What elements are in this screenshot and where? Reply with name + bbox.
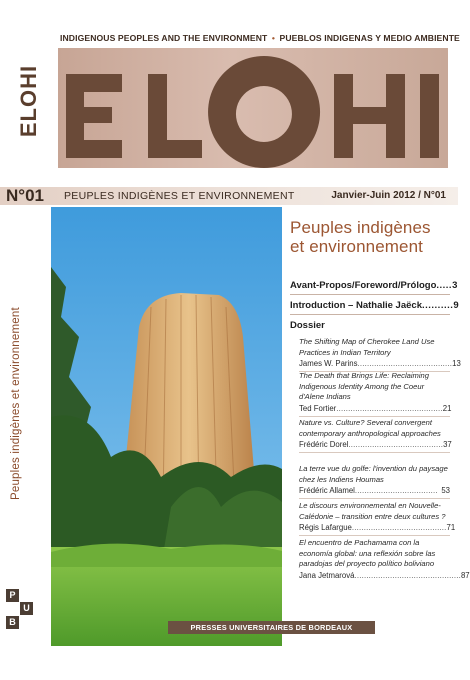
toc-leader-dots: ............................................. (336, 403, 443, 413)
article-title: El encuentro de Pachamama con la economía global: una reflexión sobre las paradojas del proyecto político boliviano (299, 538, 436, 568)
toc-entry (299, 501, 456, 536)
article-title: La terre vue du golfe: l'invention du paysage chez les Indiens Houmas (299, 464, 448, 484)
tagline-en: INDIGENOUS PEOPLES AND THE ENVIRONMENT (60, 33, 268, 43)
divider (299, 452, 450, 453)
article-byline (299, 358, 461, 369)
toc-main-page: 3 (452, 280, 458, 291)
divider (290, 294, 450, 295)
table-of-contents (290, 218, 470, 580)
article-title: The Death that Brings Life: Reclaiming Indigenous Identity Among the Coeur d'Alene Indians (299, 371, 430, 401)
toc-entry (299, 371, 450, 417)
toc-main-page: 9 (453, 300, 459, 311)
article-title: Nature vs. Culture? Several convergent contemporary anthropological approaches (299, 418, 441, 438)
article-author: Ted Fortier (299, 403, 337, 413)
article-byline (299, 522, 456, 533)
divider (299, 535, 450, 536)
toc-leader-dots: ............................................. (354, 570, 461, 580)
divider (299, 498, 450, 499)
publisher-banner: PRESSES UNIVERSITAIRES DE BORDEAUX (168, 621, 375, 634)
divider (299, 416, 450, 417)
article-page: 37 (443, 440, 452, 449)
toc-leader-dots: ........................................ (357, 359, 453, 368)
toc-title-line1: Peuples indigènes (290, 218, 431, 237)
article-byline (299, 485, 450, 496)
toc-title (290, 218, 450, 256)
pub-logo-b: B (6, 616, 19, 629)
article-page: 53 (441, 486, 450, 495)
article-author: James W. Parins (299, 359, 358, 368)
masthead-logo (58, 48, 448, 168)
article-author: Jana Jetmarová (299, 570, 355, 580)
toc-entry (299, 538, 470, 581)
article-title: Le discours environnemental en Nouvelle-Calédonie – transition entre deux cultures ? (299, 501, 446, 521)
toc-main-label: Introduction – Nathalie Jaëck (290, 300, 422, 311)
toc-leader-dots: ................................... (354, 486, 438, 495)
toc-leader-dots: ........................................ (351, 523, 447, 532)
toc-leader-dots: .......... (421, 300, 454, 311)
article-byline (299, 403, 450, 414)
article-page: 21 (442, 403, 452, 413)
pub-logo-p: P (6, 589, 19, 602)
section-heading: Dossier (290, 320, 325, 331)
article-page: 71 (446, 523, 456, 532)
article-author: Régis Lafargue (299, 523, 352, 532)
issue-band-title: PEUPLES INDIGÈNES ET ENVIRONNEMENT (64, 190, 295, 202)
issue-band (0, 187, 458, 205)
article-page: 13 (452, 359, 461, 368)
toc-entry (299, 418, 450, 453)
issue-date: Janvier-Juin 2012 / N°01 (331, 190, 446, 201)
article-byline (299, 570, 470, 581)
issue-number: N°01 (6, 186, 44, 205)
pub-logo (6, 589, 46, 629)
toc-title-line2: et environnement (290, 237, 423, 256)
toc-main-label: Avant-Propos/Foreword/Prólogo (290, 280, 437, 291)
article-page: 87 (460, 570, 470, 580)
masthead (58, 48, 448, 168)
article-author: Frédéric Allamel (299, 486, 355, 495)
pub-logo-u: U (20, 602, 33, 615)
article-author: Frédéric Dorel (299, 440, 349, 449)
divider (290, 314, 450, 315)
toc-main-entry (290, 280, 458, 291)
toc-leader-dots: ........................................ (348, 440, 444, 449)
tagline-es: PUEBLOS INDIGENAS Y MEDIO AMBIENTE (279, 33, 460, 43)
side-logo-text: ELOHI (16, 64, 41, 138)
side-logo (18, 52, 40, 152)
spine-title-text: Peuples indigènes et environnement (10, 307, 22, 500)
toc-leader-dots: ..... (436, 280, 453, 291)
tagline-separator: • (271, 33, 275, 43)
toc-main-entry (290, 300, 459, 311)
devils-tower-photo (51, 207, 282, 646)
article-byline (299, 439, 450, 450)
header-tagline (60, 33, 460, 43)
toc-entry (299, 337, 461, 372)
article-title: The Shifting Map of Cherokee Land Use Practices in Indian Territory (299, 337, 435, 357)
toc-entry (299, 464, 450, 499)
